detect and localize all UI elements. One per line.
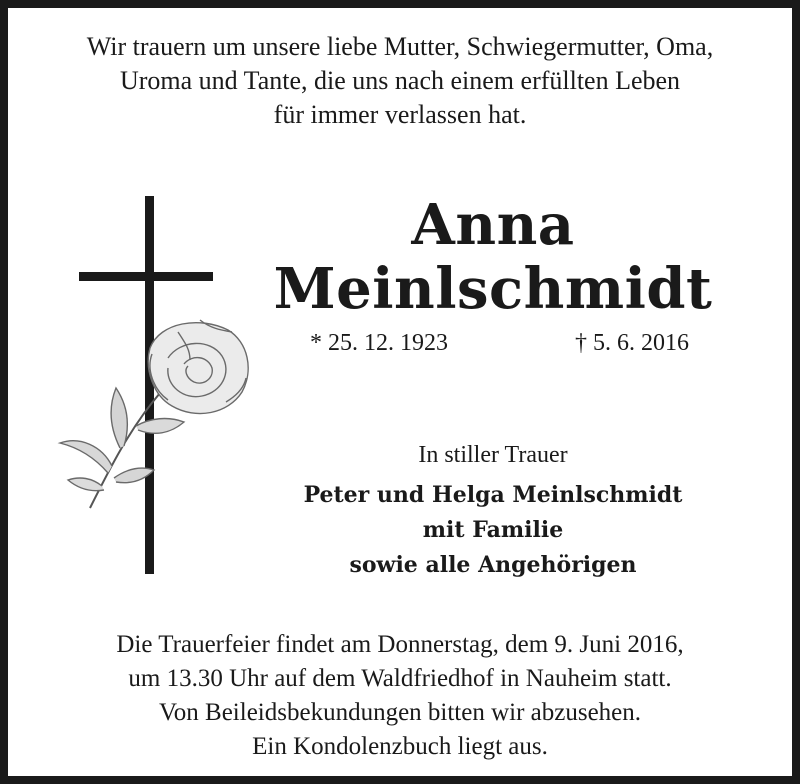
funeral-info	[8, 628, 792, 764]
mourners-block	[288, 440, 698, 583]
birth-date: * 25. 12. 1923	[310, 330, 448, 356]
funeral-line: Die Trauerfeier findet am Donnerstag, dem 9. Juni 2016,	[116, 631, 684, 658]
intro-line: für immer verlassen hat.	[273, 100, 527, 129]
mourner-line: Peter und Helga Meinlschmidt	[303, 482, 683, 508]
rose-icon	[50, 308, 260, 518]
mourning-intro: In stiller Trauer	[418, 442, 568, 468]
funeral-line: Von Beileidsbekundungen bitten wir abzusehen.	[158, 699, 642, 726]
mourner-line: sowie alle Angehörigen	[349, 552, 637, 578]
mourner-line: mit Familie	[422, 517, 564, 543]
cross-horizontal-bar	[79, 272, 213, 281]
intro-line: Wir trauern um unsere liebe Mutter, Schwiegermutter, Oma,	[86, 32, 714, 61]
funeral-line: Ein Kondolenzbuch liegt aus.	[252, 733, 548, 760]
intro-line: Uroma und Tante, die uns nach einem erfüllten Leben	[119, 66, 681, 95]
deceased-last-name: Meinlschmidt	[273, 256, 713, 322]
death-date: † 5. 6. 2016	[575, 330, 689, 356]
intro-text	[8, 30, 792, 132]
funeral-line: um 13.30 Uhr auf dem Waldfriedhof in Nauheim statt.	[128, 665, 672, 692]
deceased-first-name: Anna	[411, 192, 575, 258]
